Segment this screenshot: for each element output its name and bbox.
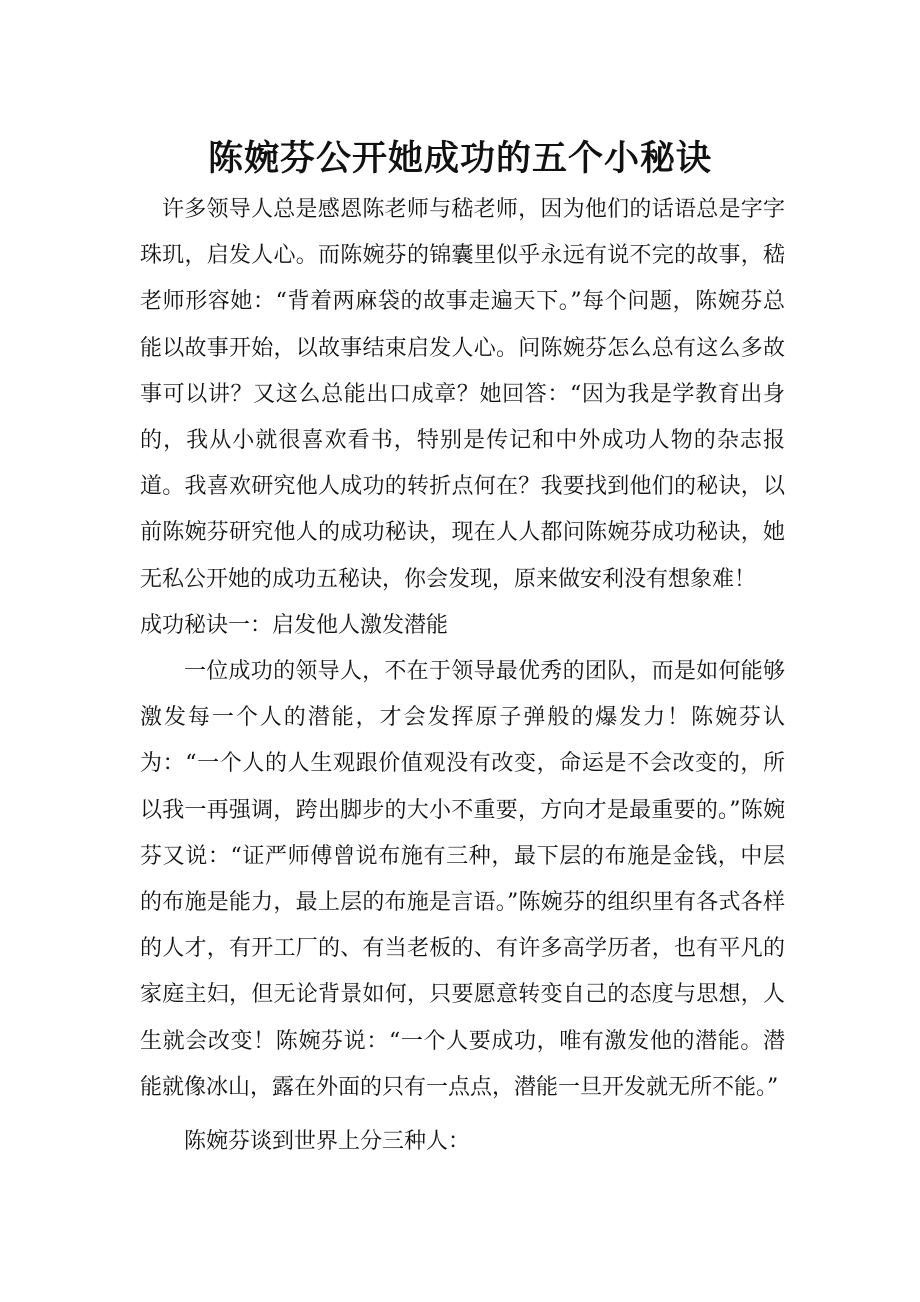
three-kinds-paragraph: 陈婉芬谈到世界上分三种人：	[184, 1129, 471, 1155]
document-body	[140, 187, 785, 1165]
intro-paragraph: 许多领导人总是感恩陈老师与嵇老师，因为他们的话语总是字字珠玑，启发人心。而陈婉芬的锦囊里似乎永远有说不完的故事，嵇老师形容她：“背着两麻袋的故事走遍天下。”每个问题，陈婉芬总能以故事开始，以故事结束启发人心。问陈婉芬怎么总有这么多故事可以讲？又这么总能出口成章？她回答：“因为我是学教育出身的，我从小就很喜欢看书，特别是传记和中外成功人物的杂志报道。我喜欢研究他人成功的转折点何在？我要找到他们的秘诀，以前陈婉芬研究他人的成功秘诀，现在人人都问陈婉芬成功秘诀，她无私公开她的成功五秘诀，你会发现，原来做安利没有想象难！	[140, 197, 785, 592]
document-title: 陈婉芬公开她成功的五个小秘诀	[207, 138, 712, 180]
secret-one-paragraph: 一位成功的领导人，不在于领导最优秀的团队，而是如何能够激发每一个人的潜能，才会发挥原子弹般的爆发力！陈婉芬认为：“一个人的人生观跟价值观没有改变，命运是不会改变的，所以我一再强调，跨出脚步的大小不重要，方向才是最重要的。”陈婉芬又说：“证严师傅曾说布施有三种，最下层的布施是金钱，中层的布施是能力，最上层的布施是言语。”陈婉芬的组织里有各式各样的人才，有开工厂的、有当老板的、有许多高学历者，也有平凡的家庭主妇，但无论背景如何，只要愿意转变自己的态度与思想，人生就会改变！陈婉芬说：“一个人要成功，唯有激发他的潜能。潜能就像冰山，露在外面的只有一点点，潜能一旦开发就无所不能。”	[140, 659, 785, 1100]
section-heading-secret-one: 成功秘诀一：启发他人激发潜能	[140, 612, 449, 638]
